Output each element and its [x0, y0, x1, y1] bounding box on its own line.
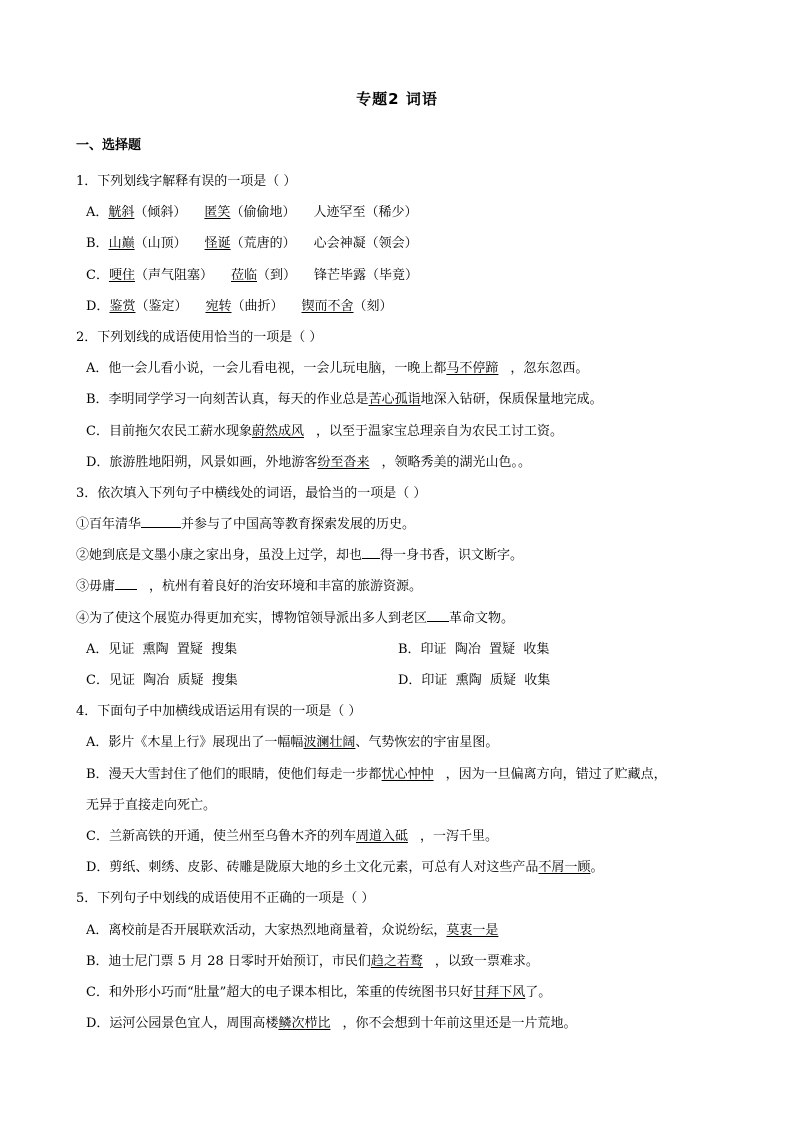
question-3-options-row-1	[76, 634, 736, 665]
question-1-option-b: B．山巅（山顶） 怪诞（荒唐的） 心会神凝（领会）	[86, 236, 418, 252]
question-4-stem: 4．下面句子中加横线成语运用有误的一项是（ ）	[76, 704, 362, 720]
question-2-option-c: C．目前拖欠农民工薪水现象蔚然成风 ，以至于温家宝总理亲自为农民工讨工资。	[86, 423, 563, 439]
section-heading: 一、选择题	[76, 138, 142, 153]
question-3-option-d: D．印证 熏陶 质疑 收集	[398, 673, 551, 688]
question-4-option-b-continued: 无异于直接走向死亡。	[86, 797, 217, 813]
fill-blank	[115, 577, 137, 590]
question-1-option-d: D．鉴赏（鉴定） 宛转（曲折） 锲而不舍（刻）	[86, 298, 393, 314]
question-4-option-d: D．剪纸、刺绣、皮影、砖雕是陇原大地的乡土文化元素，可总有人对这些产品不屑一顾。	[86, 860, 604, 876]
question-5-stem: 5．下列句子中划线的成语使用不正确的一项是（ ）	[76, 891, 375, 907]
question-2-option-b: B．李明同学学习一向刻苦认真，每天的作业总是苦心孤诣地深入钻研，保质保量地完成。	[86, 392, 603, 408]
question-3-option-b: B．印证 陶冶 置疑 收集	[398, 641, 550, 657]
question-5-option-d: D．运河公园景色宜人，周围高楼鳞次栉比 ，你不会想到十年前这里还是一片荒地。	[86, 1016, 577, 1032]
fill-blank	[141, 515, 181, 528]
question-5-option-c: C．和外形小巧而“肚量”超大的电子课本相比，笨重的传统图书只好甘拜下风了。	[86, 984, 552, 1000]
fill-blank	[427, 609, 449, 622]
question-4-option-a: A．影片《木星上行》展现出了一幅幅波澜壮阔、气势恢宏的宇宙星图。	[86, 735, 499, 751]
page-title: 专题2 词语	[356, 90, 438, 108]
question-2-option-a: A．他一会儿看小说，一会儿看电视，一会儿玩电脑，一晚上都马不停蹄 ，忽东忽西。	[86, 361, 589, 377]
question-3-stem: 3．依次填入下列句子中横线处的词语，最恰当的一项是（ ）	[76, 485, 427, 501]
fill-blank	[362, 546, 380, 559]
question-3-option-c: C．见证 陶冶 质疑 搜集	[86, 673, 238, 688]
question-3-sentence-2: ②她到底是文墨小康之家出身，虽没上过学，却也 得一身书香，识文断字。	[76, 548, 524, 564]
question-4-option-b: B．漫天大雪封住了他们的眼睛，使他们每走一步都忧心忡忡 ，因为一旦偏离方向，错过了贮藏点，	[86, 766, 667, 782]
question-3-sentence-3: ③毋庸 ，杭州有着良好的治安环境和丰富的旅游资源。	[76, 579, 423, 595]
question-3-option-a: A．见证 熏陶 置疑 搜集	[86, 641, 238, 657]
question-3-options-row-2	[76, 665, 736, 696]
question-1-option-a: A．觥斜（倾斜） 匿笑（偷偷地） 人迹罕至（稀少）	[86, 205, 418, 221]
question-list	[76, 166, 736, 1039]
question-2-option-d: D．旅游胜地阳朔，风景如画，外地游客纷至沓来 ，领略秀美的湖光山色。。	[86, 454, 531, 470]
question-3-sentence-4: ④为了使这个展览办得更加充实，博物馆领导派出多人到老区 革命文物。	[76, 610, 515, 626]
question-4-option-c: C．兰新高铁的开通，使兰州至乌鲁木齐的列车周道入砥 ，一泻千里。	[86, 828, 498, 844]
question-2-stem: 2．下列划线的成语使用恰当的一项是（ ）	[76, 329, 323, 345]
question-5-option-a: A．离校前是否开展联欢活动，大家热烈地商量着，众说纷纭，莫衷一是	[86, 922, 499, 938]
question-1-stem: 1．下列划线字解释有误的一项是（ ）	[76, 174, 297, 189]
question-1-option-c: C．哽住（声气阻塞） 莅临（到） 锋芒毕露（毕竟）	[86, 267, 419, 283]
question-5-option-b: B．迪士尼门票 5 月 28 日零时开始预订，市民们趋之若鹜 ，以致一票难求。	[86, 953, 539, 969]
question-3-sentence-1: ①百年清华 并参与了中国高等教育探索发展的历史。	[76, 517, 416, 533]
